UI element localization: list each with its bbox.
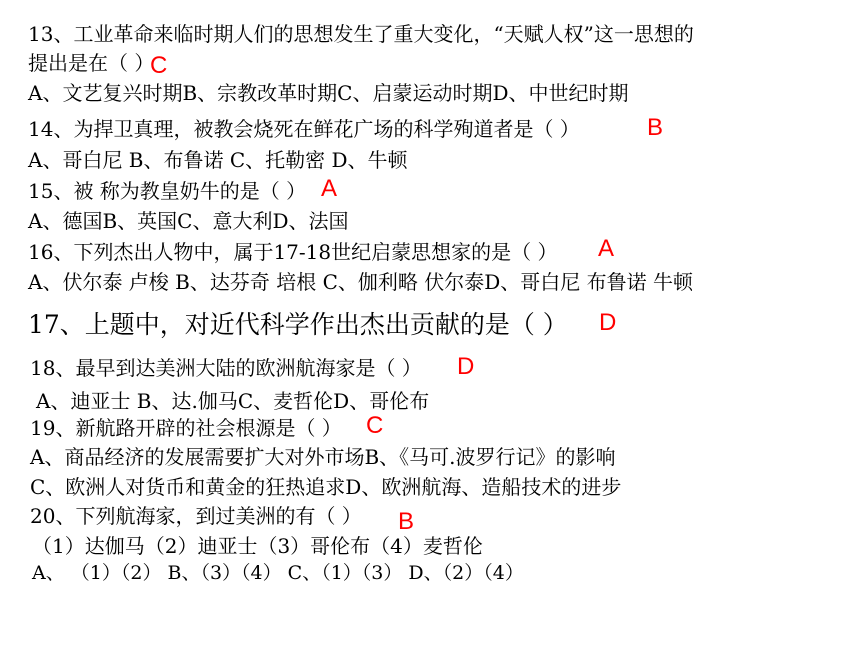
- q13-answer: C: [150, 52, 168, 79]
- q20-stem: 20、下列航海家，到过美洲的有（ ）: [30, 504, 362, 528]
- q13-stem-line1: 13、工业革命来临时期人们的思想发生了重大变化，“天赋人权”这一思想的: [28, 22, 694, 46]
- q17-stem: 17、上题中，对近代科学作出杰出贡献的是（ ）: [28, 310, 568, 339]
- q18-options: A、迪亚士 B、达.伽马C、麦哲伦D、哥伦布: [36, 389, 430, 413]
- q13-stem-line2: 提出是在（ ）: [28, 51, 155, 75]
- q15-answer: A: [321, 175, 338, 202]
- q20-answer: B: [398, 508, 415, 535]
- q19-options-line2: C、欧洲人对货币和黄金的狂热追求D、欧洲航海、造船技术的进步: [30, 475, 622, 499]
- q17-answer: D: [599, 309, 617, 336]
- q18-stem: 18、最早到达美洲大陆的欧洲航海家是（ ）: [30, 356, 422, 380]
- q16-options: A、伏尔泰 卢梭 B、达芬奇 培根 C、伽利略 伏尔泰D、哥白尼 布鲁诺 牛顿: [28, 270, 693, 294]
- q19-stem: 19、新航路开辟的社会根源是（ ）: [30, 416, 342, 440]
- q20-items: （1）达伽马（2）迪亚士（3）哥伦布（4）麦哲伦: [32, 534, 483, 558]
- q19-options-line1: A、商品经济的发展需要扩大对外市场B、《马可.波罗行记》的影响: [30, 445, 616, 469]
- q15-stem: 15、被 称为教皇奶牛的是（ ）: [28, 179, 307, 203]
- q19-answer: C: [366, 412, 384, 439]
- q14-answer: B: [647, 114, 664, 141]
- q15-options: A、德国B、英国C、意大利D、法国: [28, 209, 349, 233]
- q13-options: A、文艺复兴时期B、宗教改革时期C、启蒙运动时期D、中世纪时期: [28, 81, 629, 105]
- q20-options: A、 （1）（2） B、（3）（4） C、（1）（3） D、（2）（4）: [32, 562, 524, 584]
- q16-answer: A: [598, 235, 615, 262]
- q16-stem: 16、下列杰出人物中，属于17-18世纪启蒙思想家的是（ ）: [28, 240, 558, 264]
- q14-options: A、哥白尼 B、布鲁诺 C、托勒密 D、牛顿: [28, 148, 408, 172]
- q18-answer: D: [457, 353, 475, 380]
- q14-stem: 14、为捍卫真理，被教会烧死在鲜花广场的科学殉道者是（ ）: [28, 117, 580, 141]
